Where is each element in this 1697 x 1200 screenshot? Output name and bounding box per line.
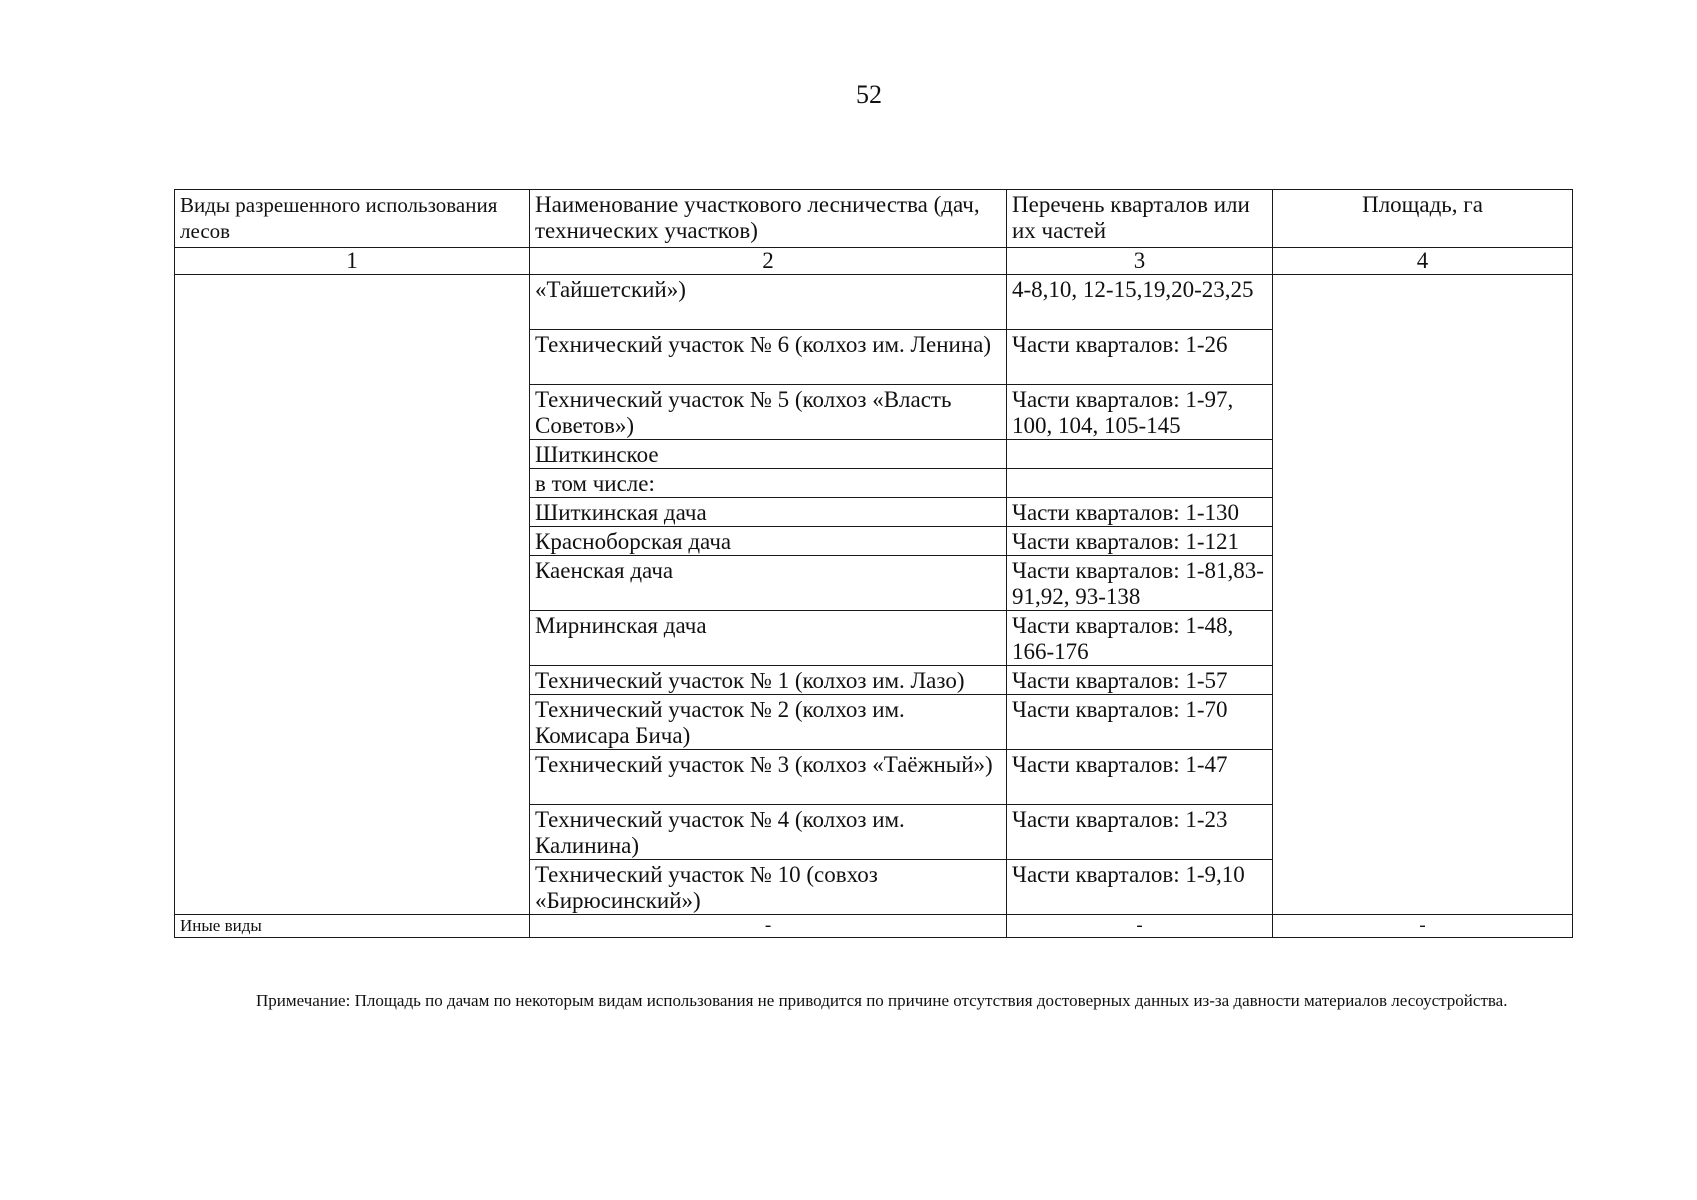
table-header-row — [175, 190, 1573, 248]
use-type-cell: Иные виды — [175, 915, 530, 938]
header-use-types: Виды разрешенного использования лесов — [175, 190, 530, 248]
use-type-cell-empty — [175, 275, 530, 915]
header-quarters-list: Перечень кварталов или их частей — [1007, 190, 1273, 248]
forestry-name-cell: Шиткинская дача — [530, 498, 1007, 527]
column-numbers-row — [175, 248, 1573, 275]
area-cell-empty — [1273, 275, 1573, 915]
forestry-name-cell: - — [530, 915, 1007, 938]
quarters-cell: Части кварталов: 1-23 — [1007, 805, 1273, 860]
forestry-name-cell: «Тайшетский») — [530, 275, 1007, 330]
forest-use-table — [174, 189, 1573, 938]
quarters-cell: - — [1007, 915, 1273, 938]
column-number-1: 1 — [175, 248, 530, 275]
header-area: Площадь, га — [1273, 190, 1573, 248]
quarters-cell: Части кварталов: 1-97, 100, 104, 105-145 — [1007, 385, 1273, 440]
quarters-cell: Части кварталов: 1-47 — [1007, 750, 1273, 805]
column-number-2: 2 — [530, 248, 1007, 275]
forestry-name-cell: Технический участок № 6 (колхоз им. Ленина) — [530, 330, 1007, 385]
table-row-other-uses — [175, 915, 1573, 938]
forestry-name-cell: Каенская дача — [530, 556, 1007, 611]
quarters-cell: Части кварталов: 1-57 — [1007, 666, 1273, 695]
forestry-name-cell: Технический участок № 4 (колхоз им. Калинина) — [530, 805, 1007, 860]
page-number: 52 — [856, 80, 882, 109]
column-number-4: 4 — [1273, 248, 1573, 275]
forestry-name-cell: Мирнинская дача — [530, 611, 1007, 666]
quarters-cell: Части кварталов: 1-48, 166-176 — [1007, 611, 1273, 666]
table-note: Примечание: Площадь по дачам по некоторым видам использования не приводится по причине отсутствия достоверных данных из-за давности материалов лесоустройства. — [256, 991, 1508, 1010]
table-row — [175, 275, 1573, 330]
quarters-cell — [1007, 440, 1273, 469]
quarters-cell: Части кварталов: 1-121 — [1007, 527, 1273, 556]
quarters-cell: Части кварталов: 1-9,10 — [1007, 860, 1273, 915]
quarters-cell: Части кварталов: 1-130 — [1007, 498, 1273, 527]
forestry-name-cell: Технический участок № 2 (колхоз им. Комисара Бича) — [530, 695, 1007, 750]
forestry-name-cell: Технический участок № 10 (совхоз «Бирюсинский») — [530, 860, 1007, 915]
forestry-name-cell: Технический участок № 5 (колхоз «Власть Советов») — [530, 385, 1007, 440]
quarters-cell — [1007, 469, 1273, 498]
forestry-name-cell: в том числе: — [530, 469, 1007, 498]
quarters-cell: Части кварталов: 1-70 — [1007, 695, 1273, 750]
forestry-name-cell: Технический участок № 1 (колхоз им. Лазо) — [530, 666, 1007, 695]
header-forestry-name: Наименование участкового лесничества (дач, технических участков) — [530, 190, 1007, 248]
area-cell: - — [1273, 915, 1573, 938]
quarters-cell: 4-8,10, 12-15,19,20-23,25 — [1007, 275, 1273, 330]
quarters-cell: Части кварталов: 1-26 — [1007, 330, 1273, 385]
forestry-name-cell: Красноборская дача — [530, 527, 1007, 556]
forestry-name-cell: Шиткинское — [530, 440, 1007, 469]
forestry-name-cell: Технический участок № 3 (колхоз «Таёжный») — [530, 750, 1007, 805]
quarters-cell: Части кварталов: 1-81,83-91,92, 93-138 — [1007, 556, 1273, 611]
column-number-3: 3 — [1007, 248, 1273, 275]
